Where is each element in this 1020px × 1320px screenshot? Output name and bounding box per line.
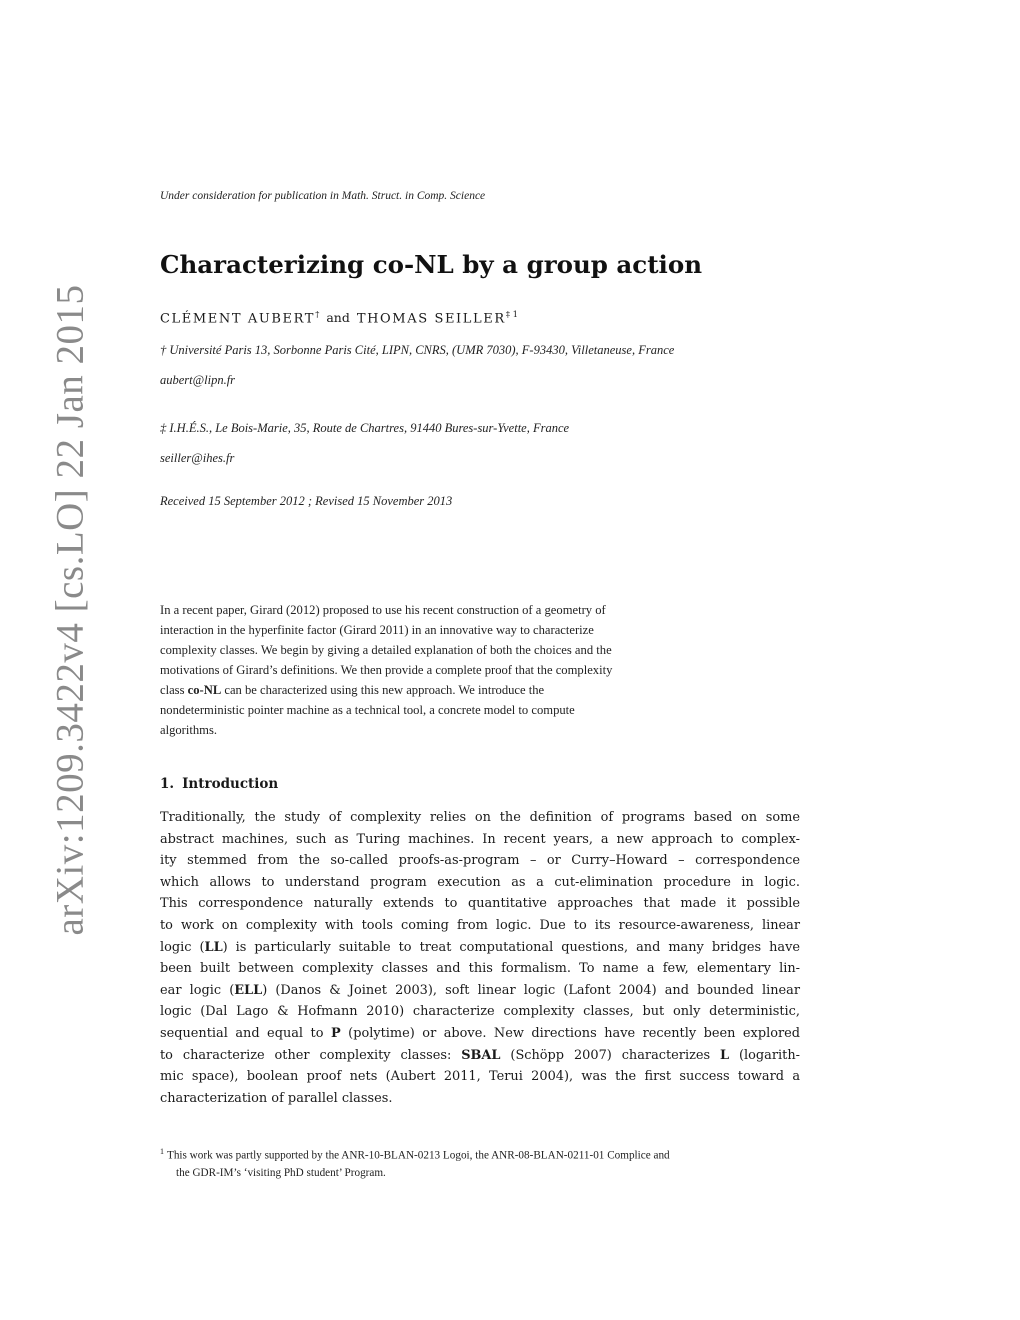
footnote-line: the GDR-IM’s ‘visiting PhD student’ Program. <box>176 1166 386 1179</box>
section-heading <box>160 776 278 792</box>
keyword-l: L <box>720 1047 730 1063</box>
body-line: This correspondence naturally extends to quantitative approaches that made it possible <box>160 896 800 912</box>
author-seiller-mark: ‡ 1 <box>505 310 519 320</box>
section-number: 1. <box>160 776 175 792</box>
body-line: characterization of parallel classes. <box>160 1090 393 1106</box>
abstract-line: class co-NL can be characterized using this new approach. We introduce the <box>160 683 545 697</box>
email-seiller: seiller@ihes.fr <box>160 451 235 465</box>
keyword-co-nl: co-NL <box>187 683 222 697</box>
paper-title: Characterizing co-NL by a group action <box>160 250 703 279</box>
keyword-sbal: SBAL <box>461 1047 501 1063</box>
author-line <box>160 310 518 326</box>
arxiv-stamp: arXiv:1209.3422v4 [cs.LO] 22 Jan 2015 <box>48 284 92 936</box>
email-aubert: aubert@lipn.fr <box>160 373 236 387</box>
body-line: ear logic (ELL) (Danos & Joinet 2003), soft linear logic (Lafont 2004) and bounded linear <box>160 982 800 998</box>
footnote-line: $^1$ This work was partly supported by the ANR-10-BLAN-0213 Logoi, the ANR-08-BLAN-0211-01 Complice and <box>160 1147 670 1162</box>
body-line: logic (LL) is particularly suitable to treat computational questions, and many bridges have <box>160 939 800 955</box>
abstract-line: interaction in the hyperfinite factor (Girard 2011) in an innovative way to characterize <box>160 623 594 637</box>
author-seiller: THOMAS SEILLER <box>356 311 506 327</box>
body-line: been built between complexity classes and this formalism. To name a few, elementary lin- <box>160 961 800 977</box>
abstract-line: In a recent paper, Girard (2012) proposed to use his recent construction of a geometry of <box>160 603 606 617</box>
abstract <box>160 600 750 740</box>
author-aubert-mark: † <box>315 310 320 320</box>
body-line: ity stemmed from the so-called proofs-as-program – or Curry–Howard – correspondence <box>160 853 800 869</box>
body-line: Traditionally, the study of complexity relies on the definition of programs based on some <box>160 810 800 825</box>
body-line: mic space), boolean proof nets (Aubert 2011, Terui 2004), was the first success toward a <box>160 1069 800 1085</box>
abstract-line: motivations of Girard’s definitions. We then provide a complete proof that the complexity <box>160 663 613 677</box>
abstract-line: nondeterministic pointer machine as a technical tool, a concrete model to compute <box>160 703 575 717</box>
affiliation-paris13: † Université Paris 13, Sorbonne Paris Cité, LIPN, CNRS, (UMR 7030), F-93430, Villetaneuse, France <box>160 343 675 357</box>
body-line: which allows to understand program execution as a cut-elimination procedure in logic. <box>160 874 800 890</box>
body-line: abstract machines, such as Turing machines. In recent years, a new approach to complex- <box>160 831 800 847</box>
body-line: to work on complexity with tools coming from logic. Due to its resource-awareness, linear <box>160 917 800 933</box>
footnote <box>160 1143 800 1182</box>
body-line: sequential and equal to P (polytime) or above. New directions have recently been explored <box>160 1025 800 1041</box>
affiliation-ihes: ‡ I.H.É.S., Le Bois-Marie, 35, Route de Chartres, 91440 Bures-sur-Yvette, France <box>160 421 570 435</box>
keyword-ll: LL <box>204 939 223 955</box>
author-aubert: CLÉMENT AUBERT <box>160 311 316 327</box>
body-line: logic (Dal Lago & Hofmann 2010) characterize complexity classes, but only deterministic, <box>160 1004 800 1020</box>
abstract-line: algorithms. <box>160 723 218 737</box>
body-line: to characterize other complexity classes: SBAL (Schöpp 2007) characterizes L (logarith- <box>160 1047 800 1063</box>
section-title: Introduction <box>182 776 279 792</box>
received-dates: Received 15 September 2012 ; Revised 15 November 2013 <box>160 494 453 508</box>
keyword-ell: ELL <box>234 982 263 998</box>
venue-line: Under consideration for publication in Math. Struct. in Comp. Science <box>160 190 486 202</box>
footnote-mark: 1 <box>160 1147 164 1156</box>
author-and: and <box>326 310 350 326</box>
intro-paragraph <box>160 807 800 1109</box>
keyword-p: P <box>330 1025 341 1041</box>
abstract-line: complexity classes. We begin by giving a detailed explanation of both the choices and the <box>160 643 612 657</box>
